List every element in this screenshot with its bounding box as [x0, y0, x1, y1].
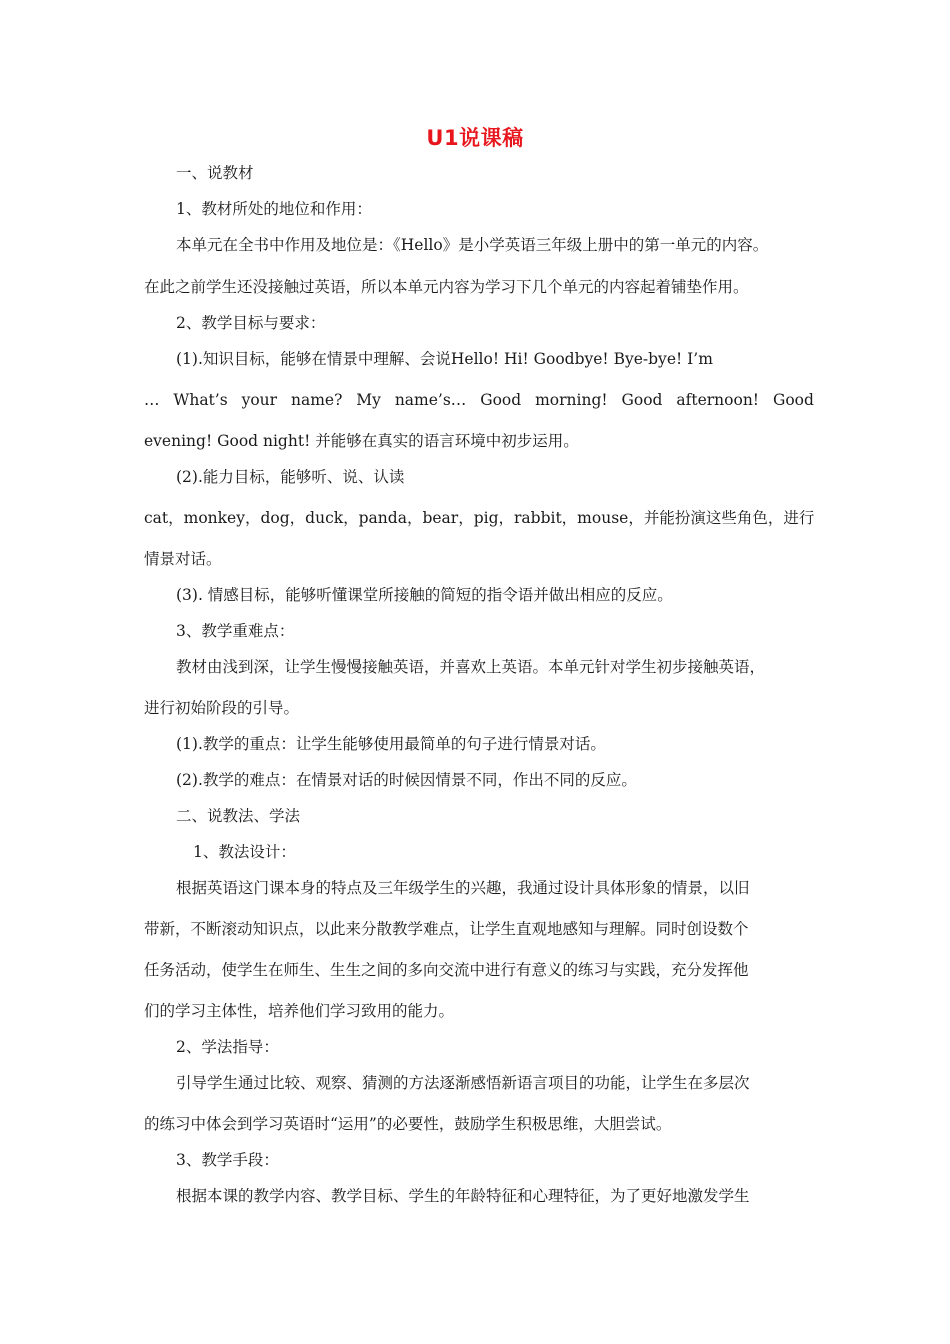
paragraph-line: (1).教学的重点：让学生能够使用最简单的句子进行情景对话。 [176, 735, 606, 753]
paragraph-line: (1).知识目标，能够在情景中理解、会说Hello! Hi! Goodbye! Bye-bye! I’m [176, 350, 713, 368]
word: your [241, 391, 278, 409]
paragraph-line: cat，monkey，dog，duck，panda，bear，pig，rabbit，mouse，并能扮演这些角色，进行 [144, 509, 815, 527]
section-heading-1: 一、说教材 [176, 164, 254, 182]
paragraph-line-spread [144, 389, 814, 411]
word: … [144, 391, 160, 409]
subheading-position: 1、教材所处的地位和作用： [176, 200, 372, 218]
subheading-key-points: 3、教学重难点： [176, 622, 295, 640]
paragraph-line: (2).能力目标，能够听、说、认读 [176, 468, 405, 486]
document-title: U1说课稿 [426, 126, 524, 150]
subheading-teaching-design: 1、教法设计： [193, 843, 296, 861]
paragraph-line: 进行初始阶段的引导。 [144, 699, 300, 717]
word: What’s [173, 391, 228, 409]
paragraph-line: 带新，不断滚动知识点，以此来分散教学难点，让学生直观地感知与理解。同时创设数个 [144, 920, 749, 938]
word: Good [772, 391, 814, 409]
word: name’s… [394, 391, 467, 409]
paragraph-line: 们的学习主体性，培养他们学习致用的能力。 [144, 1002, 455, 1020]
paragraph-line: 任务活动，使学生在师生、生生之间的多向交流中进行有意义的练习与实践，充分发挥他 [144, 961, 749, 979]
paragraph-line: 在此之前学生还没接触过英语，所以本单元内容为学习下几个单元的内容起着铺垫作用。 [144, 278, 749, 296]
paragraph-line: 引导学生通过比较、观察、猜测的方法逐渐感悟新语言项目的功能，让学生在多层次 [176, 1074, 750, 1092]
subheading-teaching-means: 3、教学手段： [176, 1151, 279, 1169]
word: Good [621, 391, 663, 409]
paragraph-line: 本单元在全书中作用及地位是：《Hello》是小学英语三年级上册中的第一单元的内容。 [176, 236, 769, 254]
paragraph-line: evening! Good night! 并能够在真实的语言环境中初步运用。 [144, 432, 579, 450]
paragraph-line: (3). 情感目标，能够听懂课堂所接触的简短的指令语并做出相应的反应。 [176, 586, 673, 604]
paragraph-line: 的练习中体会到学习英语时“运用”的必要性，鼓励学生积极思维，大胆尝试。 [144, 1115, 672, 1133]
word: My [356, 391, 381, 409]
paragraph-line: 根据英语这门课本身的特点及三年级学生的兴趣，我通过设计具体形象的情景，以旧 [176, 879, 750, 897]
word: Good [480, 391, 522, 409]
word: name? [290, 391, 343, 409]
paragraph-line: (2).教学的难点：在情景对话的时候因情景不同，作出不同的反应。 [176, 771, 637, 789]
word: morning! [535, 391, 608, 409]
paragraph-line: 情景对话。 [144, 550, 222, 568]
paragraph-line: 教材由浅到深，让学生慢慢接触英语，并喜欢上英语。本单元针对学生初步接触英语， [176, 658, 766, 676]
subheading-goals: 2、教学目标与要求： [176, 314, 326, 332]
section-heading-2: 二、说教法、学法 [176, 807, 301, 825]
paragraph-line: 根据本课的教学内容、教学目标、学生的年龄特征和心理特征，为了更好地激发学生 [176, 1187, 750, 1205]
word: afternoon! [676, 391, 760, 409]
subheading-learning-guidance: 2、学法指导： [176, 1038, 279, 1056]
